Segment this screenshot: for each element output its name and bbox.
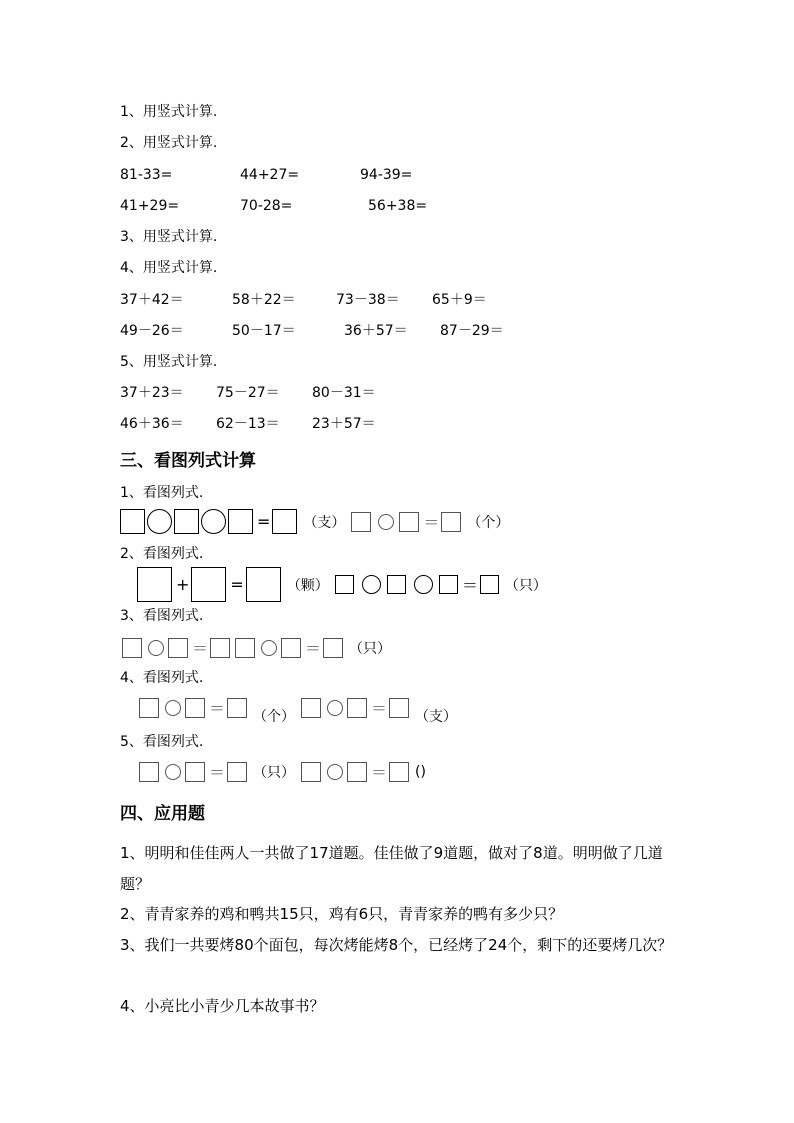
answer-box[interactable] [139, 762, 159, 782]
equation: 23＋57＝ [312, 416, 376, 432]
answer-row [122, 636, 397, 659]
question-label: 5、看图列式. [120, 734, 204, 750]
equation: 65＋9＝ [432, 292, 487, 308]
answer-box[interactable] [301, 762, 321, 782]
operator-circle[interactable] [378, 514, 394, 530]
operator-circle[interactable] [148, 640, 164, 656]
answer-box[interactable] [335, 575, 354, 594]
answer-row [139, 760, 432, 783]
answer-box[interactable] [210, 638, 230, 658]
equals-sign: ＝ [209, 699, 226, 718]
answer-row [139, 696, 463, 725]
answer-box[interactable] [399, 512, 419, 532]
unit-label: （支） [415, 708, 458, 725]
answer-box[interactable] [480, 575, 499, 594]
answer-box[interactable] [137, 567, 172, 602]
equation: 58＋22＝ [232, 292, 296, 308]
answer-box[interactable] [323, 638, 343, 658]
unit-label: （颗） [286, 577, 329, 594]
answer-box[interactable] [387, 575, 406, 594]
answer-box[interactable] [185, 762, 205, 782]
answer-box[interactable] [185, 698, 205, 718]
equals-sign: ＝ [305, 639, 322, 658]
word-problem: 2、青青家养的鸡和鸭共15只，鸡有6只，青青家养的鸭有多少只？ [120, 905, 564, 923]
answer-box[interactable] [122, 638, 142, 658]
operator-circle[interactable] [201, 509, 226, 534]
answer-box[interactable] [227, 762, 247, 782]
answer-box[interactable] [235, 638, 255, 658]
equation: 56+38= [368, 198, 428, 214]
operator-circle[interactable] [414, 575, 433, 594]
unit-label: （个） [467, 514, 510, 531]
answer-box[interactable] [281, 638, 301, 658]
section-title: 四、应用题 [120, 804, 205, 824]
equals-sign: ＝ [209, 763, 226, 782]
operator-circle[interactable] [327, 764, 343, 780]
equation: 37＋23＝ [120, 385, 184, 401]
word-problem: 3、我们一共要烤80个面包，每次烤能烤8个，已经烤了24个，剩下的还要烤几次？ [120, 936, 673, 954]
equation: 41+29= [120, 198, 180, 214]
equals-sign: = [257, 512, 271, 531]
operator-circle[interactable] [327, 700, 343, 716]
section-title: 三、看图列式计算 [120, 451, 256, 471]
answer-box[interactable] [347, 762, 367, 782]
operator-circle[interactable] [165, 764, 181, 780]
unit-label: （支） [303, 514, 346, 531]
equals-sign: ＝ [371, 763, 388, 782]
answer-box[interactable] [120, 509, 145, 534]
answer-box[interactable] [389, 698, 409, 718]
plus-sign: + [176, 575, 190, 594]
question-label: 3、看图列式. [120, 608, 204, 624]
operator-circle[interactable] [165, 700, 181, 716]
question-label: 3、用竖式计算. [120, 229, 218, 245]
equals-sign: = [230, 575, 244, 594]
word-problem: 4、小亮比小青少几本故事书？ [120, 997, 325, 1015]
equals-sign: ＝ [461, 576, 478, 595]
answer-box[interactable] [347, 698, 367, 718]
equation: 81-33= [120, 167, 173, 183]
equation: 46＋36＝ [120, 416, 184, 432]
equation: 70-28= [240, 198, 293, 214]
answer-box[interactable] [139, 698, 159, 718]
equation: 50－17＝ [232, 323, 296, 339]
answer-box[interactable] [272, 509, 297, 534]
answer-box[interactable] [246, 567, 281, 602]
equation: 62－13＝ [216, 416, 280, 432]
equation: 44+27= [240, 167, 300, 183]
answer-box[interactable] [168, 638, 188, 658]
answer-box[interactable] [191, 567, 226, 602]
answer-box[interactable] [441, 512, 461, 532]
equation: 73－38＝ [336, 292, 400, 308]
question-label: 2、用竖式计算. [120, 135, 218, 151]
answer-box[interactable] [301, 698, 321, 718]
question-label: 5、用竖式计算. [120, 354, 218, 370]
unit-label: （只） [253, 764, 296, 781]
unit-label: () [415, 763, 426, 780]
equation: 80－31＝ [312, 385, 376, 401]
answer-box[interactable] [228, 509, 253, 534]
answer-box[interactable] [439, 575, 458, 594]
answer-row [120, 509, 515, 534]
unit-label: （只） [349, 640, 392, 657]
operator-circle[interactable] [147, 509, 172, 534]
equation: 36＋57＝ [344, 323, 408, 339]
operator-circle[interactable] [362, 575, 381, 594]
equation: 87－29＝ [440, 323, 504, 339]
equation: 75－27＝ [216, 385, 280, 401]
question-label: 1、看图列式. [120, 485, 204, 501]
unit-label: （个） [253, 708, 296, 725]
equation: 94-39= [360, 167, 413, 183]
equation: 37＋42＝ [120, 292, 184, 308]
answer-row [137, 567, 553, 602]
operator-circle[interactable] [261, 640, 277, 656]
answer-box[interactable] [227, 698, 247, 718]
answer-box[interactable] [389, 762, 409, 782]
answer-box[interactable] [174, 509, 199, 534]
answer-box[interactable] [351, 512, 371, 532]
unit-label: （只） [504, 577, 547, 594]
equals-sign: ＝ [371, 699, 388, 718]
word-problem: 1、明明和佳佳两人一共做了17道题。佳佳做了9道题，做对了8道。明明做了几道题？ [120, 844, 663, 893]
equals-sign: ＝ [423, 513, 440, 532]
question-label: 2、看图列式. [120, 546, 204, 562]
equals-sign: ＝ [192, 639, 209, 658]
question-label: 4、看图列式. [120, 670, 204, 686]
question-label: 1、用竖式计算. [120, 104, 218, 120]
question-label: 4、用竖式计算. [120, 260, 218, 276]
equation: 49－26＝ [120, 323, 184, 339]
